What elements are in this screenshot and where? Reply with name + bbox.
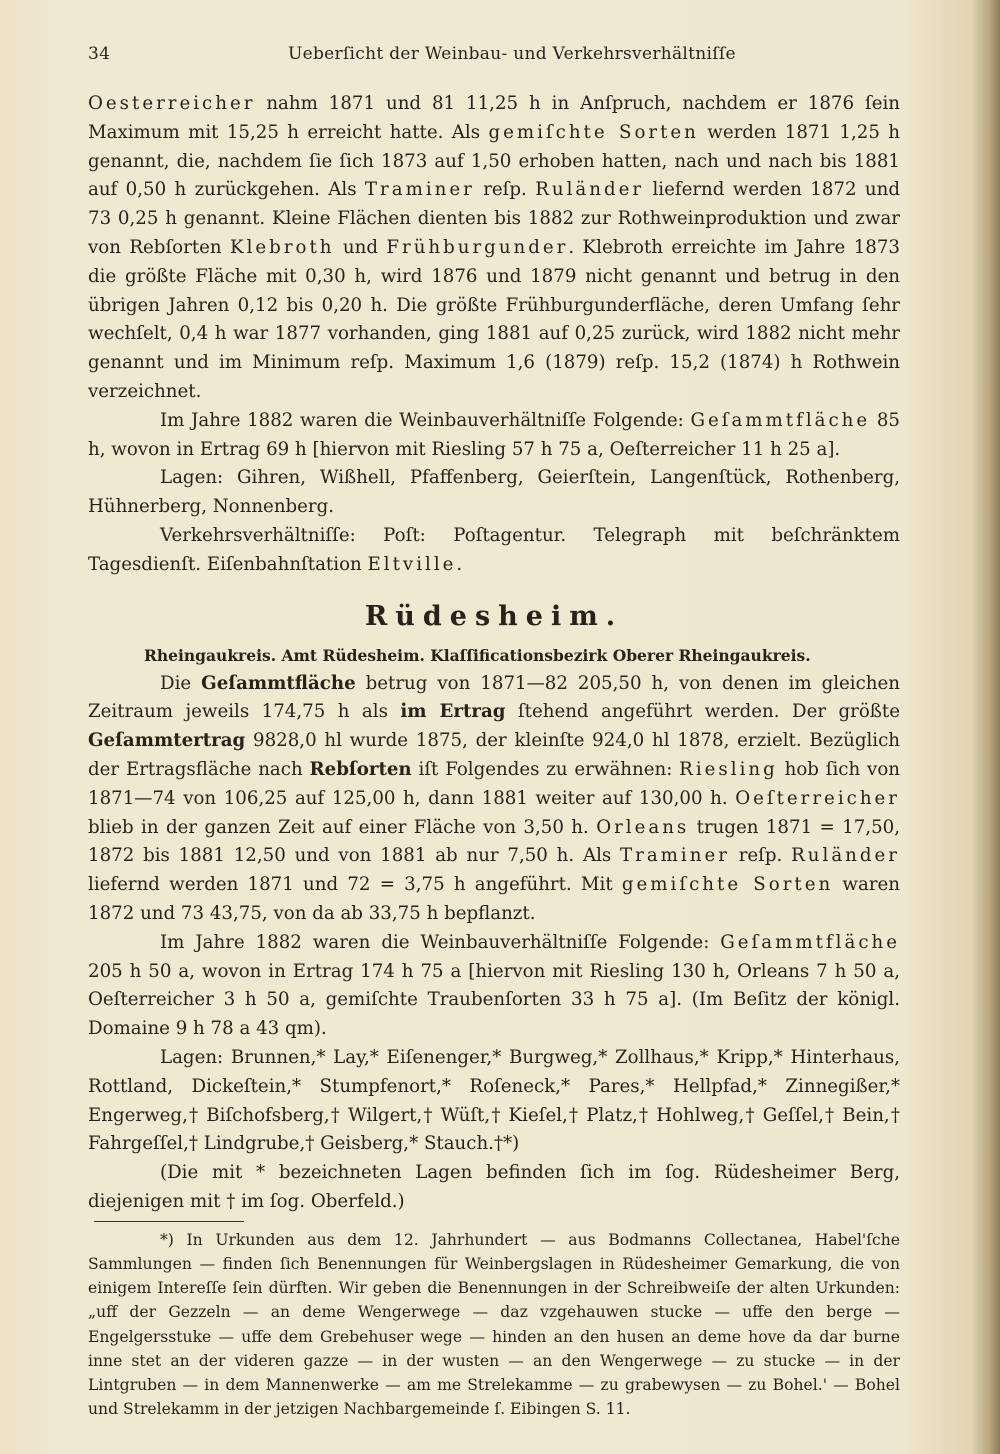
paragraph-lagen-ruedesheim: Lagen: Brunnen,* Lay,* Eiſenenger,* Burgweg,* Zollhaus,* Kripp,* Hinterhaus, Rottland, Dickeſtein,* Stumpfenort,* Roſeneck,* Pares,* Hellpfad,* Zinnegißer,* Engerweg,† Biſchofsberg,† Wilgert,† Wüſt,† Kieſel,† Platz,† Hohlweg,† Geſſel,† Bein,† Fahrgeſſel,† Lindgrube,† Geisberg,* Stauch.†*) — [88, 1046, 900, 1155]
section-previous-town — [88, 90, 900, 580]
page-header — [88, 44, 908, 74]
section-ruedesheim — [88, 670, 900, 1217]
paragraph-total-area: Die Geſammtfläche betrug von 1871—82 205,50 h, von denen im gleichen Zeitraum jeweils 174,75 h als im Ertrag ſtehend angeführt werden. Der größte Geſammtertrag 9828,0 hl wurde 1875, der kleinſte 924,0 hl 1878, erzielt. Bezüglich der Ertragsfläche nach Rebſorten iſt Folgendes zu erwähnen: Riesling hob ſich von 1871—74 von 106,25 auf 125,00 h, dann 1881 weiter auf 130,00 h. Oeſterreicher blieb in der ganzen Zeit auf einer Fläche von 3,50 h. Orleans trugen 1871 = 17,50, 1872 bis 1881 12,50 und von 1881 ab nur 7,50 h. Als Traminer reſp. Ruländer liefernd werden 1871 und 72 = 3,75 h angeführt. Mit gemiſchte Sorten waren 1872 und 73 43,75, von da ab 33,75 h bepflanzt. — [88, 672, 901, 924]
footnote-separator — [94, 1221, 244, 1222]
paragraph-lagen: Lagen: Gihren, Wißhell, Pfaffenberg, Geierſtein, Langenſtück, Rothenberg, Hühnerberg, Nonnenberg. — [88, 467, 900, 518]
footnote — [88, 1228, 900, 1422]
page-number: 34 — [88, 44, 111, 64]
running-title: Ueberſicht der Weinbau- und Verkehrsverhältniſſe — [288, 44, 736, 64]
paragraph-1882-summary: Im Jahre 1882 waren die Weinbauverhältniſſe Folgende: Geſammtfläche 85 h, wovon in Ertrag 69 h [hiervon mit Riesling 57 h 75 a, Oeſterreicher 11 h 25 a]. — [88, 409, 900, 460]
paragraph-lagen-note: (Die mit * bezeichneten Lagen befinden ſich im ſog. Rüdesheimer Berg, diejenigen mit † im ſog. Oberfeld.) — [88, 1162, 900, 1212]
paragraph-verkehr: Verkehrsverhältniſſe: Poſt: Poſtagentur. Telegraph mit beſchränktem Tagesdienſt. Eiſenbahnſtation Eltville. — [88, 524, 900, 575]
paragraph-1882-summary-ruedesheim: Im Jahre 1882 waren die Weinbauverhältniſſe Folgende: Geſammtfläche 205 h 50 a, wovon in Ertrag 174 h 75 a [hiervon mit Riesling 130 h, Orleans 7 h 50 a, Oeſterreicher 3 h 50 a, gemiſchte Traubenſorten 33 h 75 a]. (Im Beſitz der königl. Domaine 9 h 78 a 43 qm). — [88, 931, 900, 1040]
page-content — [88, 90, 900, 1421]
section-title: Rüdesheim. — [364, 600, 624, 632]
paragraph-varieties: Oesterreicher nahm 1871 und 81 11,25 h in Anſpruch, nachdem er 1876 ſein Maximum mit 15,25 h erreicht hatte. Als gemiſchte Sorten werden 1871 1,25 h genannt, die, nachdem ſie ſich 1873 auf 1,50 erhoben hatten, nach und nach bis 1881 auf 0,50 h zurückgehen. Als Traminer reſp. Ruländer liefernd werden 1872 und 73 0,25 h genannt. Kleine Flächen dienten bis 1882 zur Rothweinproduktion und zwar von Rebſorten Klebroth und Frühburgunder. Klebroth erreichte im Jahre 1873 die größte Fläche mit 0,30 h, wird 1876 und 1879 nicht genannt und betrug in den übrigen Jahren 0,12 bis 0,20 h. Die größte Frühburgunderfläche, deren Umfang ſehr wechſelt, 0,4 h war 1877 vorhanden, ging 1881 auf 0,25 zurück, wird 1882 nicht mehr genannt und im Minimum reſp. Maximum 1,6 (1879) reſp. 15,2 (1874) h Rothwein verzeichnet. — [88, 93, 901, 402]
section-subtitle: Rheingaukreis. Amt Rüdesheim. Klaſſificationsbezirk Oberer Rheingaukreis. — [144, 645, 811, 665]
footnote-text: *) In Urkunden aus dem 12. Jahrhundert — aus Bodmanns Collectanea, Habel'ſche Sammlungen — finden ſich Benennungen für Weinbergslagen in Rüdesheimer Gemarkung, die von einigem Intereſſe ſein dürften. Wir geben die Benennungen in der Schreibweiſe der alten Urkunden: „uff der Gezzeln — an deme Wengerwege — daz vzgehauwen stucke — uffe den berge — Engelgersstuke — uffe dem Grebehuser wege — hinden an den husen an deme hove da dar burne inne stet an der videren gazze — in der wusten — an den Wengerwege — zu stucke — in der Lintgruben — in dem Mannenwerke — am me Strelekamme — zu grabewysen — zu Bohel.' — Bohel und Strelekamm in der jetzigen Nachbargemeinde ſ. Eibingen S. 11. — [88, 1230, 900, 1419]
page-spine-shadow — [972, 0, 1000, 1454]
